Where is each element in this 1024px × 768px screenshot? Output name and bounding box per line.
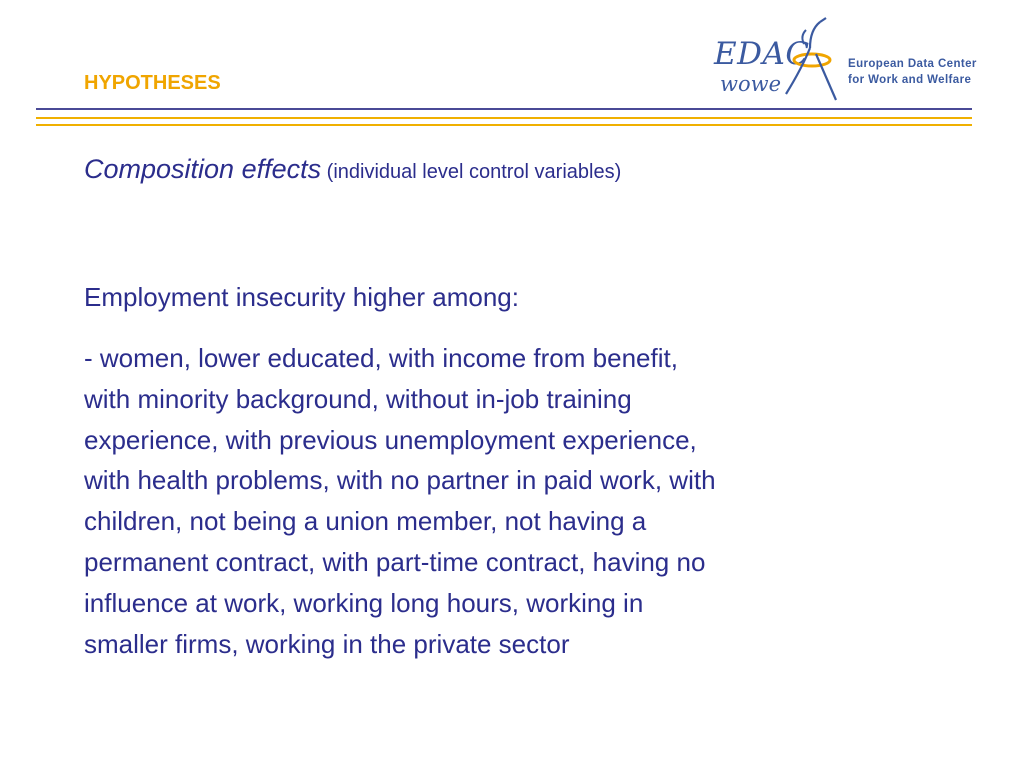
- hypothesis-list-text: [84, 338, 944, 664]
- logo-text-line-2: for Work and Welfare: [848, 74, 972, 86]
- slide-title: HYPOTHESES: [84, 72, 221, 94]
- body-line: smaller firms, working in the private sector: [84, 628, 570, 659]
- logo-text-line-1: European Data Center: [848, 58, 977, 70]
- logo-edac-word: EDAC: [714, 36, 810, 72]
- body-line: children, not being a union member, not having a: [84, 506, 647, 537]
- body-line: with health problems, with no partner in paid work, with: [84, 465, 716, 496]
- subtitle-main: Composition effects: [84, 154, 322, 184]
- section-subtitle: [84, 154, 621, 185]
- body-line: - women, lower educated, with income from benefit,: [84, 343, 678, 373]
- body-line: influence at work, working long hours, working in: [84, 587, 644, 618]
- header-divider-navy: [36, 108, 972, 110]
- logo-wowe-word: wowe: [720, 72, 782, 96]
- body-line: with minority background, without in-job training: [84, 383, 632, 414]
- body-line: permanent contract, with part-time contract, having no: [84, 546, 706, 577]
- edac-wowe-logo: [714, 14, 979, 104]
- body-line: experience, with previous unemployment experience,: [84, 424, 697, 455]
- header-divider-gold-1: [36, 117, 972, 119]
- logo-mark-icon: [780, 14, 850, 104]
- lead-statement: Employment insecurity higher among:: [84, 282, 519, 312]
- header-divider-gold-2: [36, 124, 972, 126]
- subtitle-note: (individual level control variables): [321, 161, 622, 183]
